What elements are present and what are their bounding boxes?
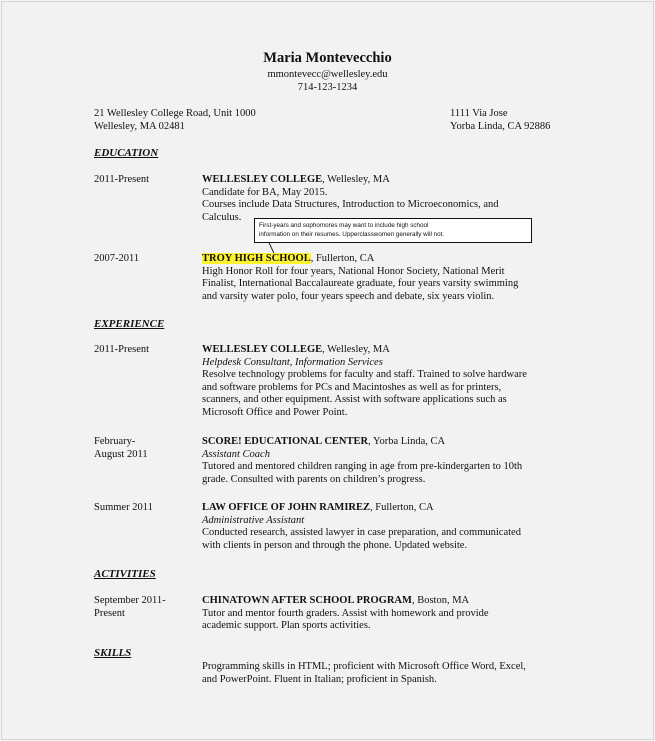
address-right-line-1: 1111 Via Jose [450,108,508,119]
exp-3-org: LAW OFFICE OF JOHN RAMIREZ [202,502,371,513]
edu-2-location: , Fullerton, CA [310,253,375,264]
exp-1-line-2: and software problems for PCs and Macintoshes as well as for printers, [202,381,502,393]
exp-1-line-3: scanners, and other equipment. Assist with software applications such as [202,394,507,405]
exp-3-entry [202,502,521,552]
edu-2-entry [202,253,518,303]
exp-2-date-line-2: August 2011 [94,448,148,460]
address-left-line-2: Wellesley, MA 02481 [94,120,185,132]
skills-entry [202,661,526,686]
edu-1-line-2: Courses include Data Structures, Introduction to Microeconomics, and [202,199,499,210]
edu-2-heading [202,253,518,266]
act-1-org: CHINATOWN AFTER SCHOOL PROGRAM [202,595,412,606]
section-experience: EXPERIENCE [94,318,165,330]
edu-2-line-2: Finalist, International Baccalaureate graduate, four years varsity swimming [202,278,519,289]
address-left-line-1: 21 Wellesley College Road, Unit 1000 [94,108,256,119]
exp-1-org: WELLESLEY COLLEGE [202,344,323,355]
edu-1-org: WELLESLEY COLLEGE [202,174,323,185]
edu-2-line-1: High Honor Roll for four years, National Honor Society, National Merit [202,265,505,277]
exp-3-line-2: with clients in person and through the phone. Updated website. [202,539,468,551]
callout-note [254,218,532,243]
address-right-line-2: Yorba Linda, CA 92886 [450,120,551,132]
exp-1-line-4: Microsoft Office and Power Point. [202,406,348,418]
exp-3-date [94,502,153,515]
edu-1-entry [202,174,499,224]
address-left [94,108,256,133]
edu-1-line-3: Calculus. [202,211,242,223]
exp-2-date-line-1: February- [94,436,136,447]
exp-1-role: Helpdesk Consultant, Information Services [202,356,383,368]
exp-2-location: , Yorba Linda, CA [368,436,446,447]
exp-2-line-2: grade. Consulted with parents on children’s progress. [202,473,426,485]
edu-1-location: , Wellesley, MA [322,174,390,185]
edu-2-date: 2007-2011 [94,253,140,264]
callout-line-1: First-years and sophomores may want to include high school [259,222,429,229]
act-1-line-1: Tutor and mentor fourth graders. Assist with homework and provide [202,607,489,619]
edu-1-heading [202,174,499,187]
act-1-date [94,595,166,620]
exp-3-heading [202,502,521,515]
edu-2-line-3: and varsity water polo, four years speech and debate, six years violin. [202,290,495,302]
exp-3-line-1: Conducted research, assisted lawyer in case preparation, and communicated [202,527,521,538]
phone: 714-123-1234 [297,82,358,93]
email: mmontevecc@wellesley.edu [267,69,388,80]
section-education: EDUCATION [94,147,159,159]
exp-2-line-1: Tutored and mentored children ranging in age from pre-kindergarten to 10th [202,461,523,472]
exp-2-heading [202,436,522,449]
exp-2-entry [202,436,522,486]
exp-1-entry [202,344,527,419]
act-1-date-line-1: September 2011- [94,595,166,606]
exp-3-date-line-1: Summer 2011 [94,502,153,513]
edu-2-org: TROY HIGH SCHOOL [202,253,311,264]
skills-line-1: Programming skills in HTML; proficient with Microsoft Office Word, Excel, [202,661,526,672]
exp-1-line-1: Resolve technology problems for faculty and staff. Trained to solve hardware [202,369,527,380]
exp-1-date [94,344,149,357]
exp-1-location: , Wellesley, MA [322,344,390,355]
callout-line-2: information on their resumes. Upperclasswomen generally will not. [259,230,445,238]
edu-1-line-1: Candidate for BA, May 2015. [202,186,328,198]
address-right [450,108,550,133]
act-1-location: , Boston, MA [411,595,470,606]
edu-1-date: 2011-Present [94,174,150,185]
exp-3-location: , Fullerton, CA [370,502,434,513]
exp-3-role: Administrative Assistant [202,514,305,526]
act-1-line-2: academic support. Plan sports activities. [202,620,371,631]
exp-2-date [94,436,148,461]
resume-page [1,1,654,740]
skills-line-2: and PowerPoint. Fluent in Italian; proficient in Spanish. [202,673,437,685]
exp-2-role: Assistant Coach [202,448,270,460]
exp-1-date-line-1: 2011-Present [94,344,150,355]
exp-1-heading [202,344,527,357]
section-skills: SKILLS [94,647,132,659]
act-1-entry [202,595,489,633]
exp-2-org: SCORE! EDUCATIONAL CENTER [202,436,369,447]
candidate-name: Maria Montevecchio [263,50,392,66]
section-activities: ACTIVITIES [94,568,156,580]
act-1-date-line-2: Present [94,607,125,619]
act-1-heading [202,595,489,608]
